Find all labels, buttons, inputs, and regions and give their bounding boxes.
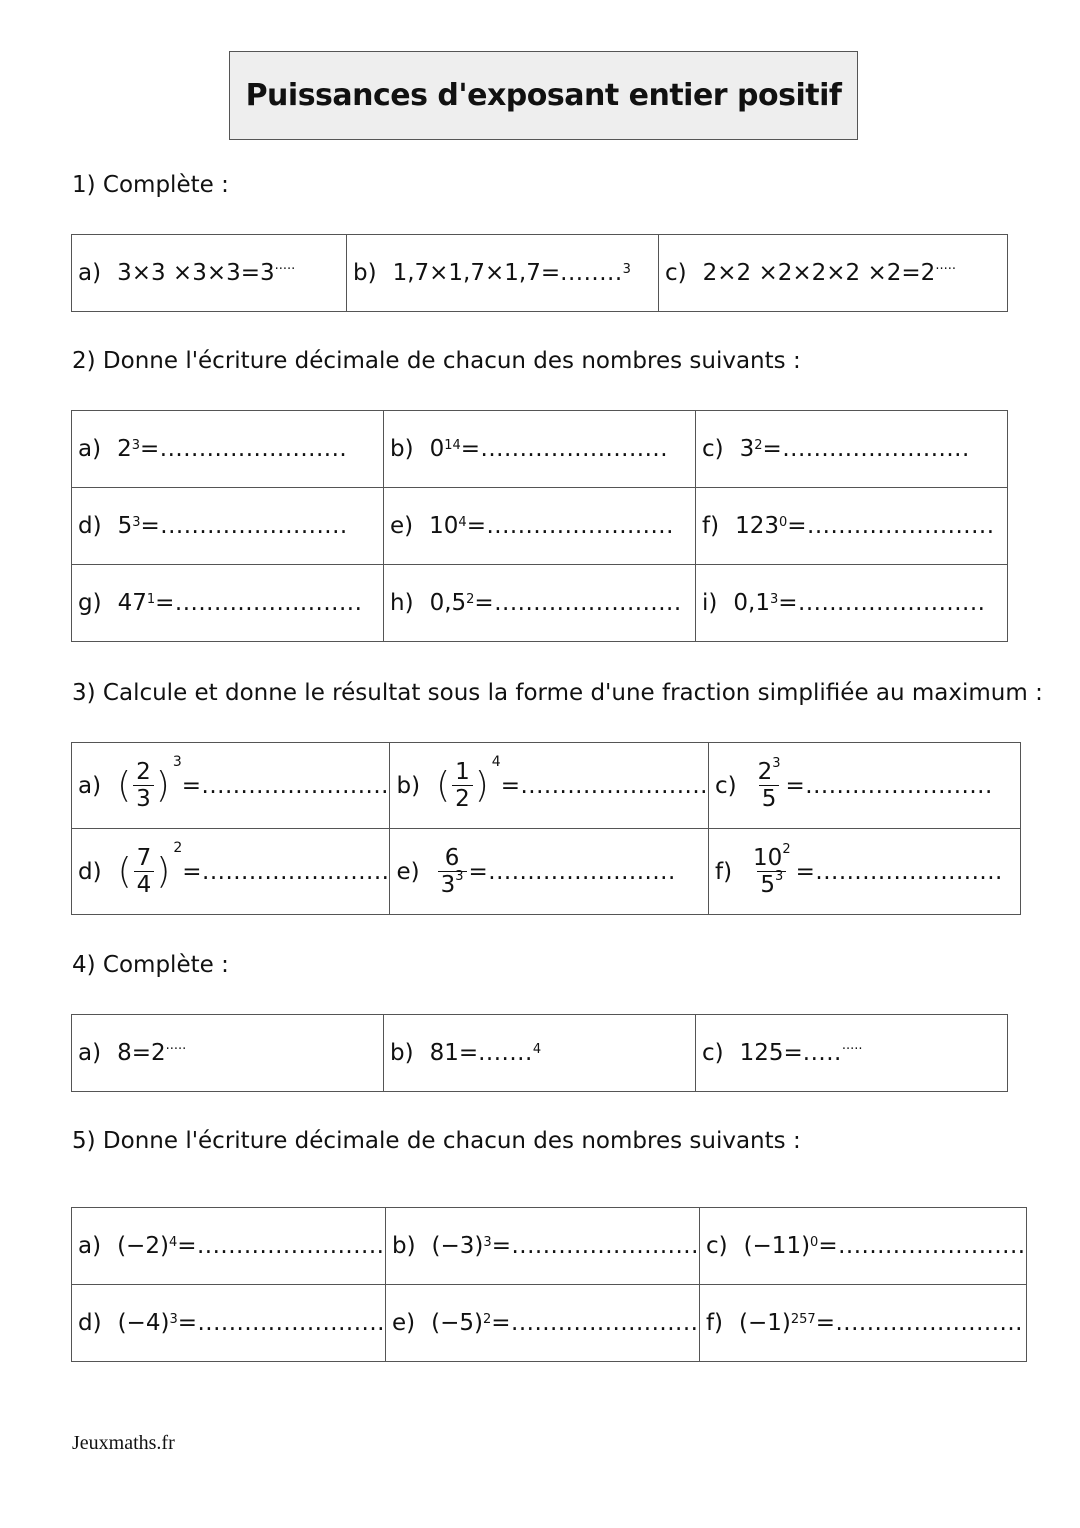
s3-c-num-exp: 3	[772, 756, 781, 772]
s3-a-den: 3	[133, 785, 154, 812]
s2-e-base: 10	[429, 513, 459, 539]
s2-cell-g: g) 47 $^1$ =........................	[72, 565, 384, 642]
s3-b-close-paren: )	[474, 764, 489, 806]
s5-d-base: (−4)	[117, 1310, 170, 1336]
s5-a-base: (−2)	[117, 1233, 169, 1259]
s2-h-label: h)	[390, 590, 414, 616]
s3-e-label: e)	[396, 858, 420, 885]
s2-f-blank[interactable]: =........................	[787, 513, 995, 539]
s3-e-num: 6	[444, 845, 460, 871]
s2-a-label: a)	[78, 436, 102, 462]
s2-g-base: 47	[117, 590, 147, 616]
s3-b-open-paren: (	[436, 764, 451, 806]
s2-g-blank[interactable]: =........................	[155, 590, 363, 616]
s3-cell-a	[72, 743, 390, 829]
s2-i-blank[interactable]: =........................	[778, 590, 986, 616]
section3-table	[71, 742, 1021, 915]
s2-i-label: i)	[702, 590, 718, 616]
s3-d-close-paren: )	[156, 850, 171, 892]
s3-d-label: d)	[78, 858, 102, 885]
s3-cell-e	[390, 829, 708, 915]
s3-e-den: 3	[440, 872, 456, 898]
title-box	[229, 51, 858, 140]
s5-f-blank[interactable]: =........................	[815, 1310, 1023, 1336]
s2-h-blank[interactable]: =........................	[474, 590, 682, 616]
section2-table	[71, 410, 1008, 642]
s4-c-label: c)	[702, 1040, 724, 1066]
s4-cell-b: b) 81= ....... $^4$	[384, 1015, 696, 1092]
s1-a-label: a)	[78, 260, 102, 286]
section4-heading: 4) Complète :	[72, 952, 229, 978]
s1-cell-a: a) 3×3 ×3×3=3 ·····	[72, 235, 347, 312]
s5-b-blank[interactable]: =........................	[491, 1233, 699, 1259]
s2-d-label: d)	[78, 513, 102, 539]
s3-f-label: f)	[714, 858, 733, 885]
s3-c-fraction	[755, 756, 784, 812]
s3-b-num: 1	[455, 759, 470, 785]
s3-f-blank[interactable]: =........................	[795, 858, 1003, 885]
s3-a-num: 2	[136, 759, 151, 785]
section1-table	[71, 234, 1008, 312]
s3-c-label: c)	[714, 772, 737, 799]
s1-b-blank[interactable]: ........	[560, 260, 623, 286]
s3-d-den: 4	[134, 871, 155, 898]
section3-heading: 3) Calcule et donne le résultat sous la forme d'une fraction simplifiée au maximum :	[72, 680, 1043, 706]
s3-a-fraction	[133, 759, 154, 812]
s2-cell-e: e) 10 $^4$ =........................	[384, 488, 696, 565]
s3-cell-c	[708, 743, 1020, 829]
s2-cell-h: h) 0,5 $^2$ =........................	[384, 565, 696, 642]
s2-g-label: g)	[78, 590, 102, 616]
s1-b-label: b)	[353, 260, 377, 286]
s5-a-blank[interactable]: =........................	[177, 1233, 385, 1259]
s5-f-label: f)	[705, 1310, 724, 1336]
s2-a-blank[interactable]: =........................	[140, 436, 348, 462]
s1-cell-b: b) 1,7×1,7×1,7= ........ $^3$	[347, 235, 659, 312]
s1-c-expr: 2×2 ×2×2×2 ×2=2	[702, 260, 936, 286]
s2-b-base: 0	[429, 436, 445, 462]
s2-c-label: c)	[702, 436, 724, 462]
s4-b-blank[interactable]: .......	[478, 1040, 533, 1066]
s5-b-base: (−3)	[431, 1233, 484, 1259]
s4-c-expr: 125=	[739, 1040, 803, 1066]
s3-d-blank[interactable]: =........................	[182, 858, 390, 885]
s4-b-expr: 81=	[429, 1040, 479, 1066]
s2-c-blank[interactable]: =........................	[762, 436, 970, 462]
s4-a-expr: 8=2	[117, 1040, 166, 1066]
s3-cell-d	[72, 829, 390, 915]
s4-b-label: b)	[390, 1040, 414, 1066]
s3-d-open-paren: (	[117, 850, 132, 892]
s3-cell-b	[390, 743, 708, 829]
footer-site-name: Jeuxmaths.fr	[72, 1432, 175, 1454]
s4-a-label: a)	[78, 1040, 102, 1066]
s3-b-blank[interactable]: =........................	[500, 772, 708, 799]
s2-f-base: 123	[735, 513, 779, 539]
s3-f-den-exp: 3	[775, 869, 784, 885]
s3-a-blank[interactable]: =........................	[181, 772, 389, 799]
s5-cell-a: a) (−2) $^4$ =........................	[72, 1208, 386, 1285]
s1-c-label: c)	[665, 260, 687, 286]
s3-a-open-paren: (	[117, 764, 132, 806]
s3-b-label: b)	[396, 772, 421, 799]
s3-f-num-exp: 2	[782, 842, 791, 858]
s2-e-label: e)	[390, 513, 414, 539]
s2-cell-d: d) 5 $^3$ =........................	[72, 488, 384, 565]
s2-c-base: 3	[739, 436, 755, 462]
s2-cell-b: b) 0 $^{14}$ =........................	[384, 411, 696, 488]
s2-b-label: b)	[390, 436, 414, 462]
s5-e-label: e)	[391, 1310, 416, 1336]
s3-d-exp: 2	[173, 839, 183, 856]
section4-table	[71, 1014, 1008, 1092]
s3-e-blank[interactable]: =........................	[468, 858, 676, 885]
s5-cell-c: c) (−11) $^0$ =........................	[699, 1208, 1026, 1285]
s5-e-blank[interactable]: =........................	[491, 1310, 699, 1336]
s3-cell-f	[708, 829, 1020, 915]
s3-d-num: 7	[136, 845, 152, 871]
s2-a-base: 2	[117, 436, 132, 462]
s5-cell-b: b) (−3) $^3$ =........................	[385, 1208, 699, 1285]
s2-cell-f: f) 123 $^0$ =........................	[696, 488, 1008, 565]
s3-e-den-exp: 3	[455, 869, 464, 885]
s4-c-blank[interactable]: .....	[802, 1040, 842, 1066]
s5-d-blank[interactable]: =........................	[177, 1310, 385, 1336]
s5-cell-e: e) (−5) $^2$ =........................	[385, 1285, 699, 1362]
s3-a-label: a)	[78, 772, 102, 799]
s3-b-exp: 4	[491, 753, 501, 770]
s2-d-base: 5	[117, 513, 133, 539]
s2-cell-a: a) 2 $^3$ =........................	[72, 411, 384, 488]
s3-f-num: 10	[753, 845, 783, 871]
s1-cell-c: c) 2×2 ×2×2×2 ×2=2 ·····	[659, 235, 1008, 312]
s5-f-base: (−1)	[739, 1310, 791, 1336]
s2-cell-i: i) 0,1 $^3$ =........................	[696, 565, 1008, 642]
s1-a-expr: 3×3 ×3×3=3	[117, 260, 275, 286]
s4-cell-c: c) 125= ..... ·····	[696, 1015, 1008, 1092]
s5-e-base: (−5)	[431, 1310, 483, 1336]
s5-cell-f: f) (−1) $^{257}$ =........................	[699, 1285, 1026, 1362]
s5-a-label: a)	[78, 1233, 102, 1259]
s3-e-fraction	[438, 845, 467, 898]
s3-a-close-paren: )	[155, 764, 170, 806]
s3-d-fraction	[134, 845, 155, 898]
s5-c-base: (−11)	[743, 1233, 811, 1259]
s2-i-base: 0,1	[733, 590, 770, 616]
s2-h-base: 0,5	[429, 590, 467, 616]
s5-c-label: c)	[705, 1233, 728, 1259]
s2-cell-c: c) 3 $^2$ =........................	[696, 411, 1008, 488]
s4-cell-a: a) 8=2 ·····	[72, 1015, 384, 1092]
s2-e-blank[interactable]: =........................	[466, 513, 674, 539]
s3-b-fraction	[452, 759, 473, 812]
s3-c-num: 2	[757, 759, 773, 785]
s5-d-label: d)	[78, 1310, 102, 1336]
section5-heading: 5) Donne l'écriture décimale de chacun des nombres suivants :	[72, 1128, 801, 1154]
s2-f-label: f)	[702, 513, 720, 539]
section5-table	[71, 1207, 1027, 1362]
s3-c-den: 5	[759, 785, 780, 812]
s2-d-blank[interactable]: =........................	[140, 513, 348, 539]
s5-c-blank[interactable]: =........................	[818, 1233, 1026, 1259]
s2-b-blank[interactable]: =........................	[460, 436, 669, 462]
s1-b-expr: 1,7×1,7×1,7=	[392, 260, 561, 286]
section1-heading: 1) Complète :	[72, 172, 229, 198]
s5-b-label: b)	[391, 1233, 416, 1259]
page-title: Puissances d'exposant entier positif	[245, 78, 842, 113]
s3-f-fraction	[750, 842, 794, 898]
s3-b-den: 2	[452, 785, 473, 812]
section2-heading: 2) Donne l'écriture décimale de chacun des nombres suivants :	[72, 348, 801, 374]
s3-c-blank[interactable]: =........................	[785, 772, 993, 799]
s3-a-exp: 3	[172, 753, 182, 770]
s3-f-den: 5	[760, 872, 775, 898]
s5-cell-d: d) (−4) $^3$ =........................	[72, 1285, 386, 1362]
